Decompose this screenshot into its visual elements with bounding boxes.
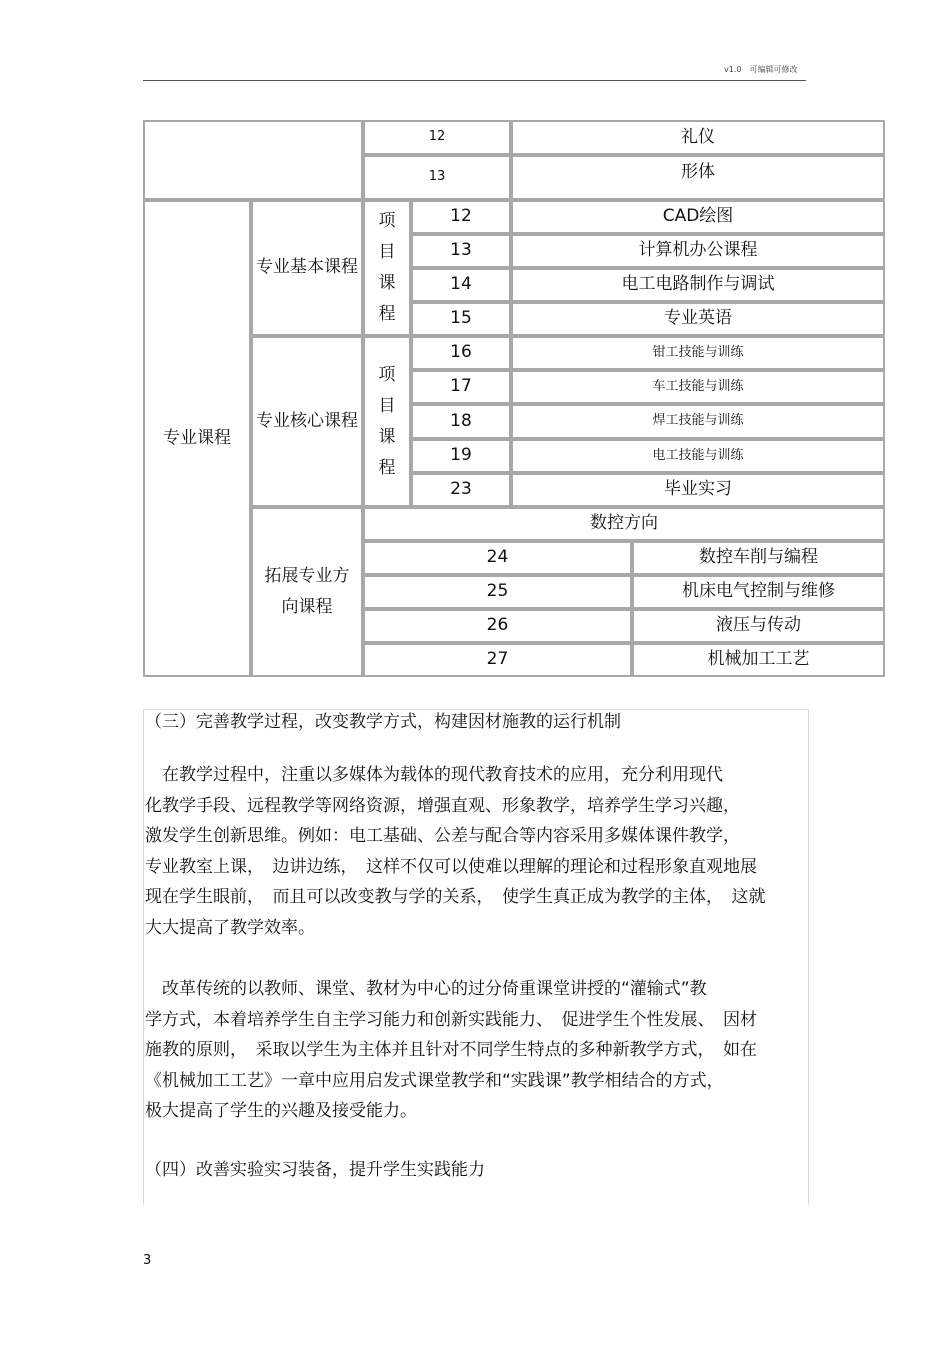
paragraph-line: 大大提高了教学效率。 xyxy=(145,917,315,938)
type-char: 程 xyxy=(378,304,396,324)
table-course-cell: 计算机办公课程 xyxy=(511,234,885,268)
group-label-line: 向课程 xyxy=(281,597,333,617)
table-num-cell: 13 xyxy=(411,234,511,268)
paragraph-2 xyxy=(145,974,805,1127)
table-num-cell: 16 xyxy=(411,336,511,370)
type-char: 项 xyxy=(378,211,396,231)
table-course-cell: 电工技能与训练 xyxy=(511,439,885,473)
table-num-cell: 23 xyxy=(411,473,511,507)
table-num-cell: 27 xyxy=(363,643,632,677)
type-char: 项 xyxy=(378,364,396,385)
table-num-cell: 14 xyxy=(411,268,511,302)
table-category-cell: 专业课程 xyxy=(143,200,251,677)
table-course-cell: 电工电路制作与调试 xyxy=(511,268,885,302)
section-heading-3: （三）完善教学过程，改变教学方式，构建因材施教的运行机制 xyxy=(145,712,621,732)
table-course-cell: 专业英语 xyxy=(511,302,885,336)
table-num-cell: 26 xyxy=(363,609,632,643)
table-course-cell: 数控车削与编程 xyxy=(632,541,885,575)
table-num-cell: 19 xyxy=(411,439,511,473)
table-course-cell: 礼仪 xyxy=(511,120,885,155)
table-course-cell: 焊工技能与训练 xyxy=(511,404,885,439)
header-rule xyxy=(143,80,806,81)
table-num-cell: 13 xyxy=(363,155,511,200)
group-label-line: 拓展专业方 xyxy=(264,566,350,586)
table-course-cell: 机床电气控制与维修 xyxy=(632,575,885,609)
paragraph-1 xyxy=(145,760,805,943)
section-heading-4: （四）改善实验实习装备，提升学生实践能力 xyxy=(145,1160,485,1180)
paragraph-line: 化教学手段、远程教学等网络资源，增强直观、形象教学，培养学生学习兴趣， xyxy=(145,795,740,816)
table-course-cell: 液压与传动 xyxy=(632,609,885,643)
type-char: 课 xyxy=(378,273,396,293)
paragraph-line: 极大提高了学生的兴趣及接受能力。 xyxy=(145,1101,417,1121)
paragraph-line: 改革传统的以教师、课堂、教材为中心的过分倚重课堂讲授的“灌输式”教 xyxy=(145,979,707,999)
table-num-cell: 12 xyxy=(363,120,511,155)
table-course-cell: 形体 xyxy=(511,155,885,200)
page-number: 3 xyxy=(143,1253,152,1268)
table-num-cell: 25 xyxy=(363,575,632,609)
table-course-cell: 毕业实习 xyxy=(511,473,885,507)
header-note: v1.0 可编辑可修改 xyxy=(724,65,798,74)
paragraph-line: 专业教室上课， 边讲边练， 这样不仅可以使难以理解的理论和过程形象直观地展 xyxy=(145,856,757,877)
paragraph-line: 施教的原则， 采取以学生为主体并且针对不同学生特点的多种新教学方式， 如在 xyxy=(145,1040,757,1060)
type-char: 程 xyxy=(378,457,396,478)
table-group-label: 专业基本课程 xyxy=(251,200,363,336)
table-num-cell: 18 xyxy=(411,404,511,439)
table-course-cell: 钳工技能与训练 xyxy=(511,336,885,370)
table-num-cell: 17 xyxy=(411,370,511,404)
table-num-cell: 12 xyxy=(411,200,511,234)
table-num-cell: 15 xyxy=(411,302,511,336)
table-course-cell: CAD绘图 xyxy=(511,200,885,234)
paragraph-line: 激发学生创新思维。例如：电工基础、公差与配合等内容采用多媒体课件教学， xyxy=(145,826,740,846)
table-empty-cell xyxy=(143,120,363,200)
table-type-cell xyxy=(363,200,411,336)
table-num-cell: 24 xyxy=(363,541,632,575)
paragraph-line: 现在学生眼前， 而且可以改变教与学的关系， 使学生真正成为教学的主体， 这就 xyxy=(145,887,766,907)
table-course-cell: 车工技能与训练 xyxy=(511,370,885,404)
table-type-cell xyxy=(363,336,411,507)
paragraph-line: 在教学过程中，注重以多媒体为载体的现代教育技术的应用，充分利用现代 xyxy=(145,765,723,785)
table-direction-cell: 数控方向 xyxy=(363,507,885,541)
paragraph-line: 《机械加工工艺》一章中应用启发式课堂教学和“实践课”教学相结合的方式， xyxy=(145,1070,724,1091)
paragraph-line: 学方式，本着培养学生自主学习能力和创新实践能力、 促进学生个性发展、 因材 xyxy=(145,1009,757,1030)
table-group-label: 专业核心课程 xyxy=(251,336,363,507)
table-group-label xyxy=(251,507,363,677)
type-char: 目 xyxy=(378,395,396,416)
type-char: 课 xyxy=(378,426,396,447)
table-course-cell: 机械加工工艺 xyxy=(632,643,885,677)
type-char: 目 xyxy=(378,242,396,262)
